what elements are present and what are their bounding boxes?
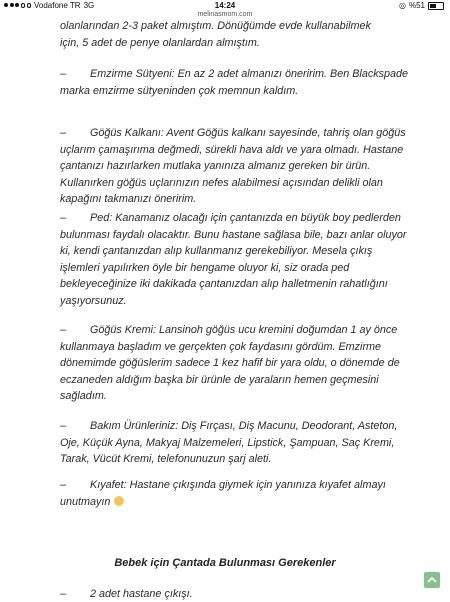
text-line [60,388,107,404]
text-content: sağladım. [60,390,107,402]
chevron-up-icon[interactable] [424,572,440,588]
clock: 14:24 [214,1,236,10]
list-dash: – [60,479,67,491]
text-content: Göğüs Kalkanı: Avent Göğüs kalkanı sayesinde, tahriş olan göğüs [90,127,406,139]
text-content: kapağını takmanızı öneririm. [60,193,197,205]
text-line [60,175,383,191]
text-content: çantanızı hazırlarken mutlaka yanınıza almanız gereken bir ürün. [60,160,371,172]
text-line [60,494,124,510]
text-content: Oje, Küçük Ayna, Makyaj Malzemeleri, Lipstick, Şampuan, Saç Kremi, [60,436,395,449]
text-line [60,142,403,158]
text-content: işlemleri yapılırken öyle bir hengame oluyor ki, siz orada ped [60,261,350,274]
list-dash: – [60,420,67,432]
text-line [60,435,394,451]
text-line [60,372,379,388]
text-content: Kullanırken göğüs uçlarınızın nefes alabilmesi açısından delikli olan [60,176,383,189]
text-content: kullanmaya başladım ve gerçekten çok faydasını gördüm. Emzirme [60,340,382,353]
text-content: yaşıyorsunuz. [60,294,127,307]
list-dash: – [60,324,67,336]
text-line [60,293,127,309]
text-line [60,355,400,371]
network-type: 3G [83,1,95,10]
text-content: Bakım Ürünleriniz: Diş Fırçası, Diş Macunu, Deodorant, Asteton, [90,420,398,432]
text-content: dönemimde göğüslerim sadece 1 kez hafif bir yara oldu, o dönemde de [60,357,400,369]
text-line [60,18,371,34]
list-item-text: 2 adet hastane çıkışı. [90,588,193,600]
location-icon: ◎ [399,1,406,10]
text-content: Emzirme Sütyeni: En az 2 adet almanızı öneririm. Ben Blackspade [90,68,409,80]
text-content: bekleyeceğinize iki dakikada çantanızdan alıp halletmenin rahatlığını [60,278,388,290]
text-content: Kıyafet: Hastane çıkışında giymek için yanınıza kıyafet almayı [90,479,386,491]
text-line [60,276,388,292]
text-line [60,158,370,174]
text-line [90,418,397,434]
text-line [90,210,401,226]
text-line [90,125,406,141]
text-content: unutmayın [60,495,111,508]
text-content: bulunması faydalı olacaktır. Bunu hastane sağlasa bile, bazı anlar oluyor [60,228,407,241]
text-line [60,83,298,99]
carrier-name: Vodafone TR [34,1,81,10]
list-dash: – [60,588,67,600]
text-line [60,243,372,259]
list-dash: – [60,127,67,139]
battery-percent: %51 [408,1,425,10]
text-content: için, 5 adet de penye olanlardan almıştım. [60,36,260,49]
list-dash: – [60,68,67,80]
text-content: eczaneden aldığım başka bir ürünle de yaraların hemen geçmesini [60,373,379,386]
text-line [60,191,196,207]
text-content: olanlarından 2-3 paket almıştım. Dönüğümde evde kullanabilmek [60,20,371,32]
text-line [90,322,397,338]
text-line [60,451,271,467]
text-content: uçlarım çamaşırıma değmedi, sürekli hava aldı ve yara olmadı. Hastane [60,143,404,156]
text-line [60,227,407,243]
text-content: Ped: Kanamanız olacağı için çantanızda en büyük boy pedlerden [90,212,401,224]
section-heading: Bebek için Çantada Bulunması Gerekenler [114,557,336,569]
text-line [90,66,408,82]
address-bar-url[interactable]: melinasmom.com [197,11,253,18]
text-line [60,35,260,51]
text-line [60,260,349,276]
battery-icon [428,2,444,10]
text-content: marka emzirme sütyeninden çok memnun kaldım. [60,84,299,97]
smiley-emoji-icon [114,496,124,506]
text-line [90,477,386,493]
text-content: ki, kendi çantanızdan alıp kullanmanız gerekebiliyor. Mesela çıkış [60,245,373,257]
text-content: Göğüs Kremi: Lansinoh göğüs ucu kremini doğumdan 1 ay önce [90,324,398,336]
text-line [60,339,381,355]
status-right [399,1,444,10]
list-dash: – [60,212,67,224]
text-content: Tarak, Vücüt Kremi, telefonunuzun şarj aleti. [60,453,272,465]
